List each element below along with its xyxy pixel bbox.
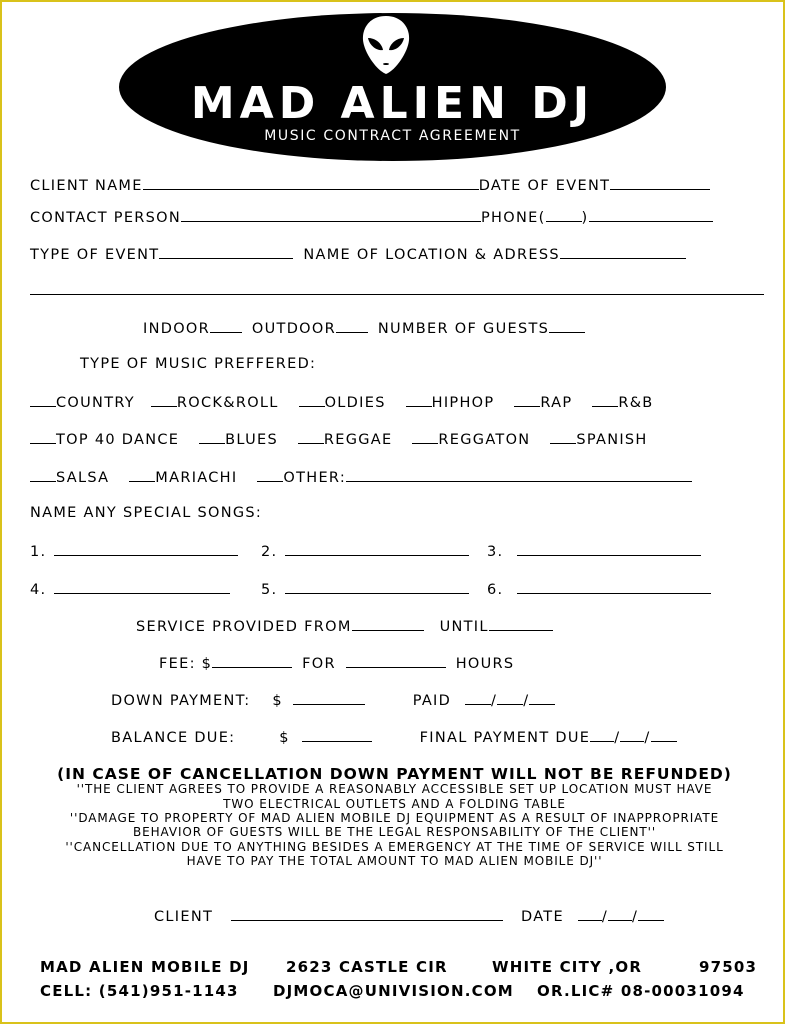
song-6-number: 6.: [487, 582, 504, 598]
song-4: [30, 580, 230, 598]
down-payment-row: DOWN PAYMENT: $ PAID / /: [111, 691, 555, 709]
sign-day-field[interactable]: [608, 907, 632, 921]
client-signature-label: CLIENT: [154, 909, 214, 925]
rnb-label: R&B: [618, 395, 654, 411]
service-until-label: UNTIL: [439, 619, 489, 635]
songs-heading: NAME ANY SPECIAL SONGS:: [30, 505, 263, 521]
blues-label: BLUES: [225, 432, 278, 448]
final-day-field[interactable]: [620, 728, 644, 742]
down-payment-label: DOWN PAYMENT:: [111, 693, 251, 709]
footer-license: OR.LIC# 08-00031094: [537, 982, 745, 1000]
other-checkbox[interactable]: [257, 468, 283, 482]
client-signature-field[interactable]: [231, 907, 503, 921]
terms-line-4: BEHAVIOR OF GUESTS WILL BE THE LEGAL RESPONSABILITY OF THE CLIENT'': [132, 825, 657, 839]
down-payment-dollar: $: [272, 693, 283, 709]
reggaton-checkbox[interactable]: [412, 430, 438, 444]
service-from-label: SERVICE PROVIDED FROM: [136, 619, 352, 635]
location-field[interactable]: [560, 245, 686, 259]
paid-month-field[interactable]: [465, 691, 491, 705]
hours-label: HOURS: [455, 656, 515, 672]
cancellation-heading: (IN CASE OF CANCELLATION DOWN PAYMENT WILL NOT BE REFUNDED): [57, 765, 732, 783]
rnb-checkbox[interactable]: [592, 393, 618, 407]
final-year-field[interactable]: [651, 728, 677, 742]
alien-head-icon: [358, 14, 414, 76]
phone-number-field[interactable]: [589, 208, 713, 222]
fee-row: [159, 654, 514, 672]
salsa-label: SALSA: [56, 470, 110, 486]
balance-due-field[interactable]: [302, 728, 372, 742]
guests-label: NUMBER OF GUESTS: [377, 321, 550, 337]
top40-checkbox[interactable]: [30, 430, 56, 444]
song-2: [261, 542, 469, 560]
rocknroll-checkbox[interactable]: [151, 393, 177, 407]
song-1-field[interactable]: [54, 542, 238, 556]
top40-label: TOP 40 DANCE: [56, 432, 180, 448]
oldies-label: OLDIES: [324, 395, 386, 411]
phone-close-label: ): [581, 210, 589, 226]
contact-person-label: CONTACT PERSON: [30, 210, 182, 226]
spanish-checkbox[interactable]: [550, 430, 576, 444]
balance-dollar: $: [279, 730, 290, 746]
spanish-label: SPANISH: [576, 432, 648, 448]
paid-year-field[interactable]: [529, 691, 555, 705]
song-4-field[interactable]: [54, 580, 230, 594]
terms-line-2: TWO ELECTRICAL OUTLETS AND A FOLDING TABLE: [223, 797, 566, 811]
country-label: COUNTRY: [56, 395, 135, 411]
music-row-3: [30, 468, 692, 486]
footer-business: MAD ALIEN MOBILE DJ: [40, 958, 250, 976]
type-of-event-label: TYPE OF EVENT: [30, 247, 160, 263]
hiphop-label: HIPHOP: [431, 395, 495, 411]
other-field[interactable]: [346, 468, 692, 482]
client-name-field[interactable]: [143, 176, 479, 190]
contact-row: [30, 208, 713, 226]
mariachi-checkbox[interactable]: [129, 468, 155, 482]
for-label: FOR: [302, 656, 336, 672]
hiphop-checkbox[interactable]: [406, 393, 432, 407]
service-from-field[interactable]: [352, 617, 424, 631]
phone-area-field[interactable]: [546, 208, 582, 222]
brand-subtitle: MUSIC CONTRACT AGREEMENT: [264, 128, 521, 144]
song-2-number: 2.: [261, 544, 278, 560]
song-3-field[interactable]: [517, 542, 701, 556]
date-of-event-field[interactable]: [610, 176, 710, 190]
song-6-field[interactable]: [517, 580, 711, 594]
client-name-label: CLIENT NAME: [30, 178, 143, 194]
signature-row: CLIENT DATE / /: [154, 907, 664, 925]
rap-checkbox[interactable]: [514, 393, 540, 407]
service-until-field[interactable]: [489, 617, 553, 631]
type-of-event-field[interactable]: [159, 245, 293, 259]
brand-title: MAD ALIEN DJ: [190, 78, 595, 129]
client-name-row: [30, 176, 710, 194]
down-payment-field[interactable]: [293, 691, 365, 705]
indoor-field[interactable]: [210, 319, 242, 333]
music-heading: TYPE OF MUSIC PREFFERED:: [80, 356, 317, 372]
reggae-label: REGGAE: [323, 432, 393, 448]
final-payment-due-label: FINAL PAYMENT DUE: [419, 730, 591, 746]
footer-email: DJMOCA@UNIVISION.COM: [273, 982, 514, 1000]
music-row-2: [30, 430, 648, 448]
final-month-field[interactable]: [590, 728, 614, 742]
fee-label: FEE: $: [159, 656, 213, 672]
indoor-label: INDOOR: [143, 321, 210, 337]
footer-zip: 97503: [699, 958, 758, 976]
paid-day-field[interactable]: [497, 691, 523, 705]
salsa-checkbox[interactable]: [30, 468, 56, 482]
balance-due-label: BALANCE DUE:: [111, 730, 236, 746]
signature-date-label: DATE: [521, 909, 564, 925]
address-line-field[interactable]: [30, 294, 764, 295]
contact-person-field[interactable]: [181, 208, 481, 222]
location-label: NAME OF LOCATION & ADRESS: [303, 247, 560, 263]
outdoor-field[interactable]: [336, 319, 368, 333]
date-of-event-label: DATE OF EVENT: [478, 178, 611, 194]
footer-cell: CELL: (541)951-1143: [40, 982, 239, 1000]
song-4-number: 4.: [30, 582, 47, 598]
rap-label: RAP: [540, 395, 573, 411]
mariachi-label: MARIACHI: [155, 470, 238, 486]
song-6: [487, 580, 711, 598]
fee-field[interactable]: [212, 654, 292, 668]
country-checkbox[interactable]: [30, 393, 56, 407]
terms-line-1: ''THE CLIENT AGREES TO PROVIDE A REASONABLY ACCESSIBLE SET UP LOCATION MUST HAVE: [76, 782, 713, 796]
song-3-number: 3.: [487, 544, 504, 560]
event-row: [30, 245, 686, 263]
reggae-checkbox[interactable]: [298, 430, 324, 444]
song-1-number: 1.: [30, 544, 47, 560]
song-5-number: 5.: [261, 582, 278, 598]
outdoor-label: OUTDOOR: [251, 321, 336, 337]
balance-row: BALANCE DUE: $ FINAL PAYMENT DUE / /: [111, 728, 677, 746]
footer-city: WHITE CITY ,OR: [492, 958, 643, 976]
rocknroll-label: ROCK&ROLL: [176, 395, 279, 411]
phone-label: PHONE(: [481, 210, 546, 226]
song-2-field[interactable]: [285, 542, 469, 556]
song-5-field[interactable]: [285, 580, 469, 594]
terms-line-3: ''DAMAGE TO PROPERTY OF MAD ALIEN MOBILE DJ EQUIPMENT AS A RESULT OF INAPPROPRIATE: [69, 811, 720, 825]
song-1: [30, 542, 238, 560]
paid-label: PAID: [412, 693, 452, 709]
reggaton-label: REGGATON: [438, 432, 531, 448]
music-row-1: [30, 393, 654, 411]
terms-line-5: ''CANCELLATION DUE TO ANYTHING BESIDES A EMERGENCY AT THE TIME OF SERVICE WILL STILL: [65, 840, 724, 854]
song-3: [487, 542, 701, 560]
guests-field[interactable]: [549, 319, 585, 333]
oldies-checkbox[interactable]: [299, 393, 325, 407]
sign-year-field[interactable]: [638, 907, 664, 921]
terms-line-6: HAVE TO PAY THE TOTAL AMOUNT TO MAD ALIEN MOBILE DJ'': [186, 854, 603, 868]
footer-street: 2623 CASTLE CIR: [286, 958, 448, 976]
song-5: [261, 580, 469, 598]
venue-row: [143, 319, 585, 337]
sign-month-field[interactable]: [578, 907, 602, 921]
service-row: [136, 617, 553, 635]
hours-field[interactable]: [346, 654, 446, 668]
other-label: OTHER:: [283, 470, 347, 486]
blues-checkbox[interactable]: [199, 430, 225, 444]
